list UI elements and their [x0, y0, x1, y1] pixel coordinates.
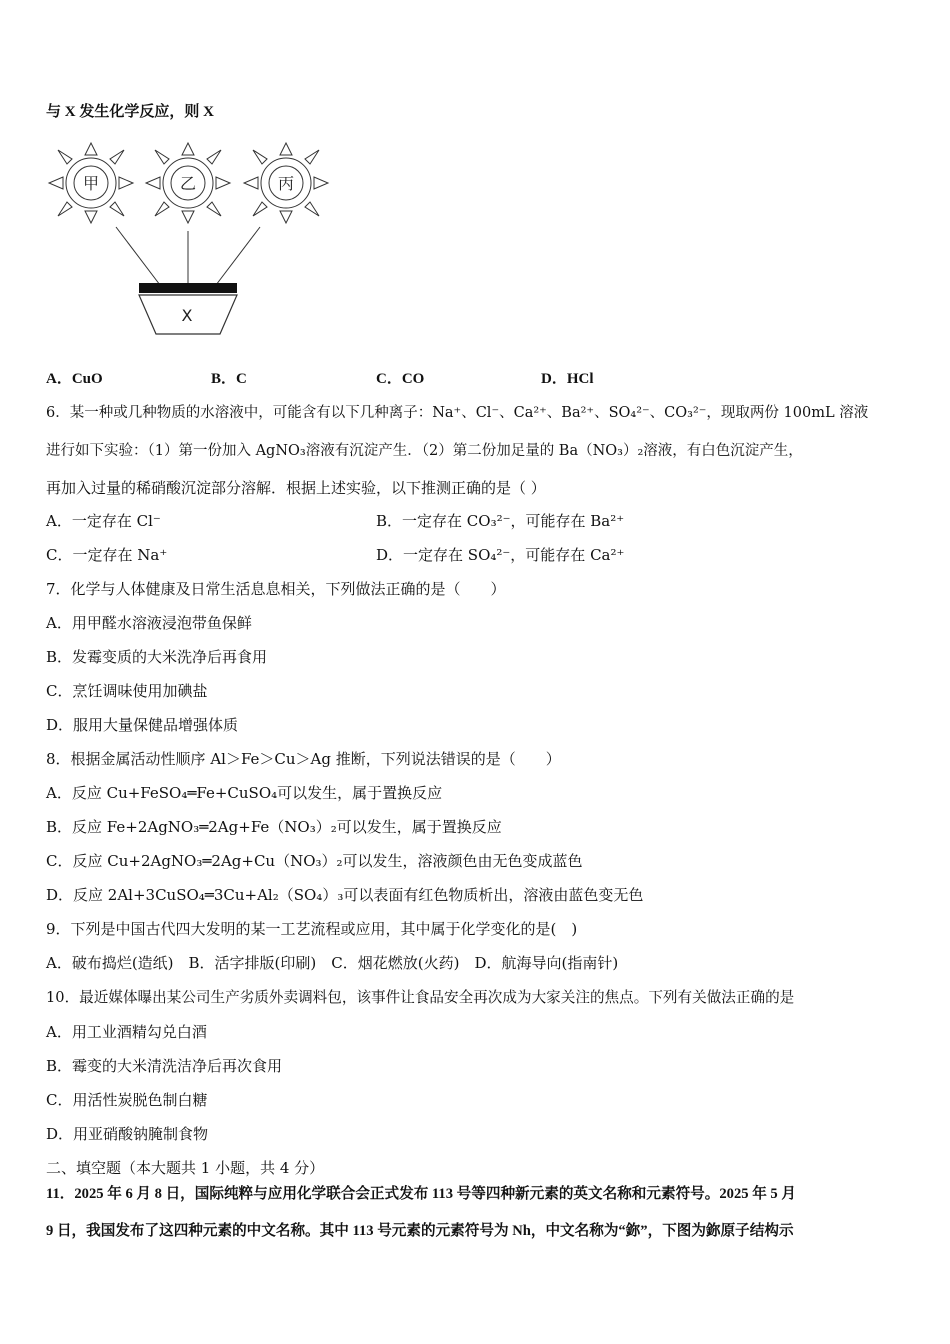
q8-option-a: A．反应 Cu+FeSO₄═Fe+CuSO₄可以发生，属于置换反应 [46, 784, 443, 802]
q5-option-c: C．CO [376, 371, 425, 387]
beaker-label: X [181, 306, 193, 325]
reaction-figure [40, 135, 340, 340]
q7-stem: 7．化学与人体健康及日常生活息息相关，下列做法正确的是（ ） [46, 580, 506, 598]
q11-stem-line2: 9 日，我国发布了这四种元素的中文名称。其中 113 号元素的元素符号为 Nh，中文名称为“鉨”，下图为鉨原子结构示 [46, 1223, 794, 1239]
intro-text: 与 X 发生化学反应，则 X [46, 104, 214, 120]
q5-option-a: A．CuO [46, 371, 103, 387]
q7-option-d: D．服用大量保健品增强体质 [46, 716, 239, 734]
q10-option-b: B．霉变的大米清洗洁净后再次食用 [46, 1057, 283, 1075]
q6-option-a: A．一定存在 Cl⁻ [46, 512, 161, 530]
connector-line-jia [116, 227, 160, 285]
beaker-lid [139, 283, 237, 293]
q11-stem-line1: 11．2025 年 6 月 8 日，国际纯粹与应用化学联合会正式发布 113 号等四种新元素的英文名称和元素符号。2025 年 5 月 [46, 1186, 796, 1202]
section-title: 二、填空题（本大题共 1 小题，共 4 分） [46, 1159, 325, 1177]
q6-stem-line3: 再加入过量的稀硝酸沉淀部分溶解．根据上述实验，以下推测正确的是（ ） [46, 479, 546, 497]
q6-option-d: D．一定存在 SO₄²⁻，可能存在 Ca²⁺ [376, 546, 625, 564]
sun-icon-bing [244, 143, 328, 223]
q6-stem-line1: 6．某一种或几种物质的水溶液中，可能含有以下几种离子：Na⁺、Cl⁻、Ca²⁺、Ba²⁺、SO₄²⁻、CO₃²⁻，现取两份 100mL 溶液 [46, 405, 869, 421]
q6-option-c: C．一定存在 Na⁺ [46, 546, 168, 564]
connector-line-bing [216, 227, 260, 285]
sun-icon-jia [49, 143, 133, 223]
sun-label-bing: 丙 [277, 174, 295, 193]
q10-option-d: D．用亚硝酸钠腌制食物 [46, 1125, 209, 1143]
q8-option-c: C．反应 Cu+2AgNO₃═2Ag+Cu（NO₃）₂可以发生，溶液颜色由无色变成蓝色 [46, 852, 583, 870]
q6-stem-line2: 进行如下实验：（1）第一份加入 AgNO₃溶液有沉淀产生．（2）第二份加足量的 Ba（NO₃）₂溶液，有白色沉淀产生， [46, 443, 803, 459]
q10-option-c: C．用活性炭脱色制白糖 [46, 1091, 208, 1109]
q8-stem: 8．根据金属活动性顺序 Al＞Fe＞Cu＞Ag 推断，下列说法错误的是（ ） [46, 750, 561, 768]
q6-option-b: B．一定存在 CO₃²⁻，可能存在 Ba²⁺ [376, 512, 625, 530]
q8-option-b: B．反应 Fe+2AgNO₃═2Ag+Fe（NO₃）₂可以发生，属于置换反应 [46, 818, 502, 836]
q10-stem: 10．最近媒体曝出某公司生产劣质外卖调料包，该事件让食品安全再次成为大家关注的焦点。下列有关做法正确的是 [46, 989, 795, 1006]
q9-stem: 9．下列是中国古代四大发明的某一工艺流程或应用，其中属于化学变化的是( ) [46, 920, 578, 938]
q8-option-d: D．反应 2Al+3CuSO₄═3Cu+Al₂（SO₄）₃可以表面有红色物质析出，溶液由蓝色变无色 [46, 886, 644, 904]
q9-options: A．破布捣烂(造纸) B．活字排版(印刷) C．烟花燃放(火药) D．航海导向(指南针) [46, 954, 619, 972]
q7-option-b: B．发霉变质的大米洗净后再食用 [46, 648, 268, 666]
q10-option-a: A．用工业酒精勾兑白酒 [46, 1023, 207, 1041]
sun-label-yi: 乙 [179, 174, 197, 193]
q7-option-a: A．用甲醛水溶液浸泡带鱼保鲜 [46, 614, 252, 632]
sun-label-jia: 甲 [82, 174, 100, 193]
sun-icon-yi [146, 143, 230, 223]
q5-option-b: B．C [211, 371, 247, 387]
q7-option-c: C．烹饪调味使用加碘盐 [46, 682, 208, 700]
q5-option-d: D．HCl [541, 371, 594, 387]
